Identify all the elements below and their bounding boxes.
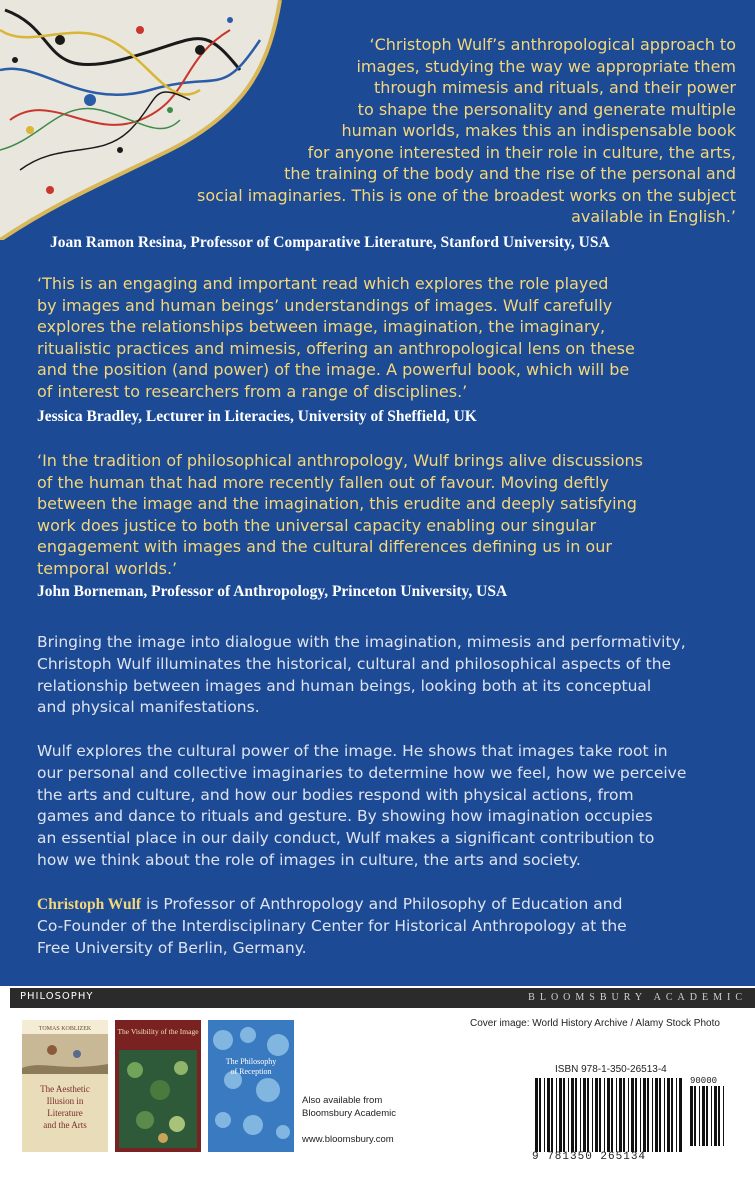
barcode-bar — [655, 1078, 658, 1152]
svg-text:of Reception: of Reception — [230, 1067, 272, 1076]
bio-text: is Professor of Anthropology and Philosophy of Education and — [141, 895, 623, 913]
related-book-cover-1 — [22, 1020, 108, 1152]
review-quote-1 — [66, 34, 736, 228]
barcode-bar — [551, 1078, 553, 1152]
description-line: Bringing the image into dialogue with the imagination, mimesis and performativity, — [37, 633, 686, 651]
description-line: an essential place in our daily conduct, Wulf makes a significant contribution to — [37, 829, 655, 848]
quote-line: by images and human beings’ understandings of images. Wulf carefully — [37, 295, 613, 315]
barcode-bar — [702, 1086, 705, 1146]
barcode-bar — [571, 1078, 574, 1152]
quote-line: of interest to researchers from a range of disciplines.’ — [37, 381, 468, 401]
barcode-bar — [623, 1078, 625, 1152]
barcode-bar — [607, 1078, 610, 1152]
description-line: Wulf explores the cultural power of the image. He shows that images take root in — [37, 742, 668, 760]
description-line: Christoph Wulf illuminates the historical, cultural and philosophical aspects of the — [37, 654, 672, 673]
barcode-bar — [664, 1078, 665, 1152]
barcode-bar — [690, 1086, 693, 1146]
bio-line: Free University of Berlin, Germany. — [37, 938, 307, 957]
barcode-bar — [563, 1078, 565, 1152]
quote-line: social imaginaries. This is one of the broadest works on the subject — [197, 185, 736, 205]
quote-line: of the human that had more recently fallen out of favour. Moving deftly — [37, 472, 609, 492]
review-attribution-2: Jessica Bradley, Lecturer in Literacies, University of Sheffield, UK — [37, 408, 477, 425]
cover-image-credit: Cover image: World History Archive / Alamy Stock Photo — [470, 1018, 720, 1029]
price-barcode — [688, 1086, 728, 1146]
description-line: the arts and culture, and how our bodies respond with physical actions, from — [37, 785, 634, 804]
barcode-bar — [667, 1078, 670, 1152]
quote-line: between the image and the imagination, this erudite and deeply satisfying — [37, 494, 637, 513]
bio-first-line — [37, 894, 727, 916]
barcode-bar — [640, 1078, 641, 1152]
svg-text:and the Arts: and the Arts — [43, 1120, 87, 1130]
barcode-bar — [619, 1078, 622, 1152]
barcode-bar — [587, 1078, 589, 1152]
quote-line: work does justice to both the universal capacity enabling our singular — [37, 515, 597, 535]
barcode-bar — [635, 1078, 637, 1152]
quote-line: to shape the personality and generate multiple — [357, 99, 736, 119]
barcode-bar — [539, 1078, 541, 1152]
publisher-name: BLOOMSBURY ACADEMIC — [528, 992, 747, 1003]
quote-line: for anyone interested in their role in culture, the arts, — [307, 142, 736, 162]
barcode-bar — [604, 1078, 605, 1152]
also-available-line: Also available from — [302, 1095, 383, 1106]
svg-text:The Visibility of the Image: The Visibility of the Image — [117, 1027, 199, 1036]
barcode-bar — [647, 1078, 649, 1152]
related-book-cover-2 — [115, 1020, 201, 1152]
barcode-bar — [592, 1078, 593, 1152]
description-line: and physical manifestations. — [37, 698, 260, 717]
barcode-bar — [676, 1078, 677, 1152]
barcode-bar — [575, 1078, 577, 1152]
barcode-digits: 9 781350 265134 — [532, 1151, 647, 1163]
description-paragraph-2 — [37, 741, 727, 872]
barcode-bar — [694, 1086, 696, 1146]
barcode-bar — [535, 1078, 538, 1152]
barcode-bar — [599, 1078, 601, 1152]
svg-text:The Aesthetic: The Aesthetic — [40, 1084, 90, 1094]
barcode-bar — [643, 1078, 646, 1152]
svg-text:Illusion in: Illusion in — [46, 1096, 84, 1106]
barcode-bar — [544, 1078, 545, 1152]
quote-line: images, studying the way we appropriate them — [356, 56, 736, 76]
svg-text:The Philosophy: The Philosophy — [225, 1057, 277, 1066]
author-name: Christoph Wulf — [37, 896, 142, 913]
barcode-bar — [631, 1078, 634, 1152]
barcode-bar — [559, 1078, 562, 1152]
also-available-line: Bloomsbury Academic — [302, 1108, 396, 1119]
barcode-bar — [671, 1078, 673, 1152]
also-available-note — [302, 1094, 396, 1120]
description-line: our personal and collective imaginaries to determine how we feel, how we perceive — [37, 763, 687, 782]
svg-text:Literature: Literature — [47, 1108, 83, 1118]
cover-art-1 — [22, 1020, 108, 1152]
quote-line: human worlds, makes this an indispensable book — [341, 121, 736, 140]
quote-line: and the position (and power) of the image. A powerful book, which will be — [37, 360, 630, 379]
barcode-bar — [611, 1078, 613, 1152]
barcode-bar — [628, 1078, 629, 1152]
barcode-bar — [580, 1078, 581, 1152]
description-line: how we think about the role of images in culture, the arts and society. — [37, 850, 581, 869]
barcode-bar — [595, 1078, 598, 1152]
publisher-website[interactable]: www.bloomsbury.com — [302, 1134, 394, 1145]
barcode-bar — [652, 1078, 653, 1152]
barcode-bar — [556, 1078, 557, 1152]
barcode-bar — [711, 1086, 712, 1146]
barcode-bar — [679, 1078, 682, 1152]
barcode-bar — [714, 1086, 717, 1146]
category-bar — [10, 988, 755, 1008]
quote-line: through mimesis and rituals, and their power — [373, 78, 736, 97]
quote-line: available in English.’ — [571, 207, 736, 226]
quote-line: ‘In the tradition of philosophical anthropology, Wulf brings alive discussions — [37, 451, 644, 470]
barcode-bar — [659, 1078, 661, 1152]
review-attribution-3: John Borneman, Professor of Anthropology, Princeton University, USA — [37, 583, 508, 600]
barcode-bar — [583, 1078, 586, 1152]
cover-art-2 — [115, 1020, 201, 1152]
cover-1-author: TOMAS KOBLIZEK — [38, 1026, 92, 1032]
quote-line: ‘This is an engaging and important read which explores the role played — [37, 274, 609, 293]
quote-line: ‘Christoph Wulf’s anthropological approach to — [369, 35, 736, 54]
cover-art-3 — [208, 1020, 294, 1152]
quote-line: the training of the body and the rise of the personal and — [284, 164, 736, 183]
barcode-bar — [547, 1078, 550, 1152]
category-label: PHILOSOPHY — [20, 991, 94, 1002]
description-line: games and dance to rituals and gesture. By showing how imagination occupies — [37, 807, 653, 826]
author-bio — [37, 894, 727, 959]
quote-line: explores the relationships between image, imagination, the imaginary, — [37, 317, 606, 336]
quote-line: engagement with images and the cultural differences defining us in our — [37, 537, 612, 556]
barcode-bar — [568, 1078, 569, 1152]
isbn-barcode — [533, 1078, 683, 1152]
barcode-bar — [699, 1086, 700, 1146]
barcode-bar — [718, 1086, 720, 1146]
quote-line: temporal worlds.’ — [37, 558, 178, 578]
price-code: 90000 — [690, 1076, 718, 1086]
related-book-cover-3 — [208, 1020, 294, 1152]
barcode-bar — [706, 1086, 708, 1146]
quote-line: ritualistic practices and mimesis, offering an anthropological lens on these — [37, 338, 635, 358]
bio-line: Co-Founder of the Interdisciplinary Center for Historical Anthropology at the — [37, 916, 627, 935]
description-line: relationship between images and human beings, looking both at its conceptual — [37, 676, 652, 695]
review-quote-3 — [37, 450, 737, 579]
review-quote-2 — [37, 273, 737, 402]
review-attribution-1: Joan Ramon Resina, Professor of Comparative Literature, Stanford University, USA — [50, 234, 610, 251]
description-paragraph-1 — [37, 632, 727, 719]
barcode-bar — [616, 1078, 617, 1152]
isbn-label: ISBN 978-1-350-26513-4 — [555, 1064, 667, 1075]
barcode-bar — [723, 1086, 724, 1146]
